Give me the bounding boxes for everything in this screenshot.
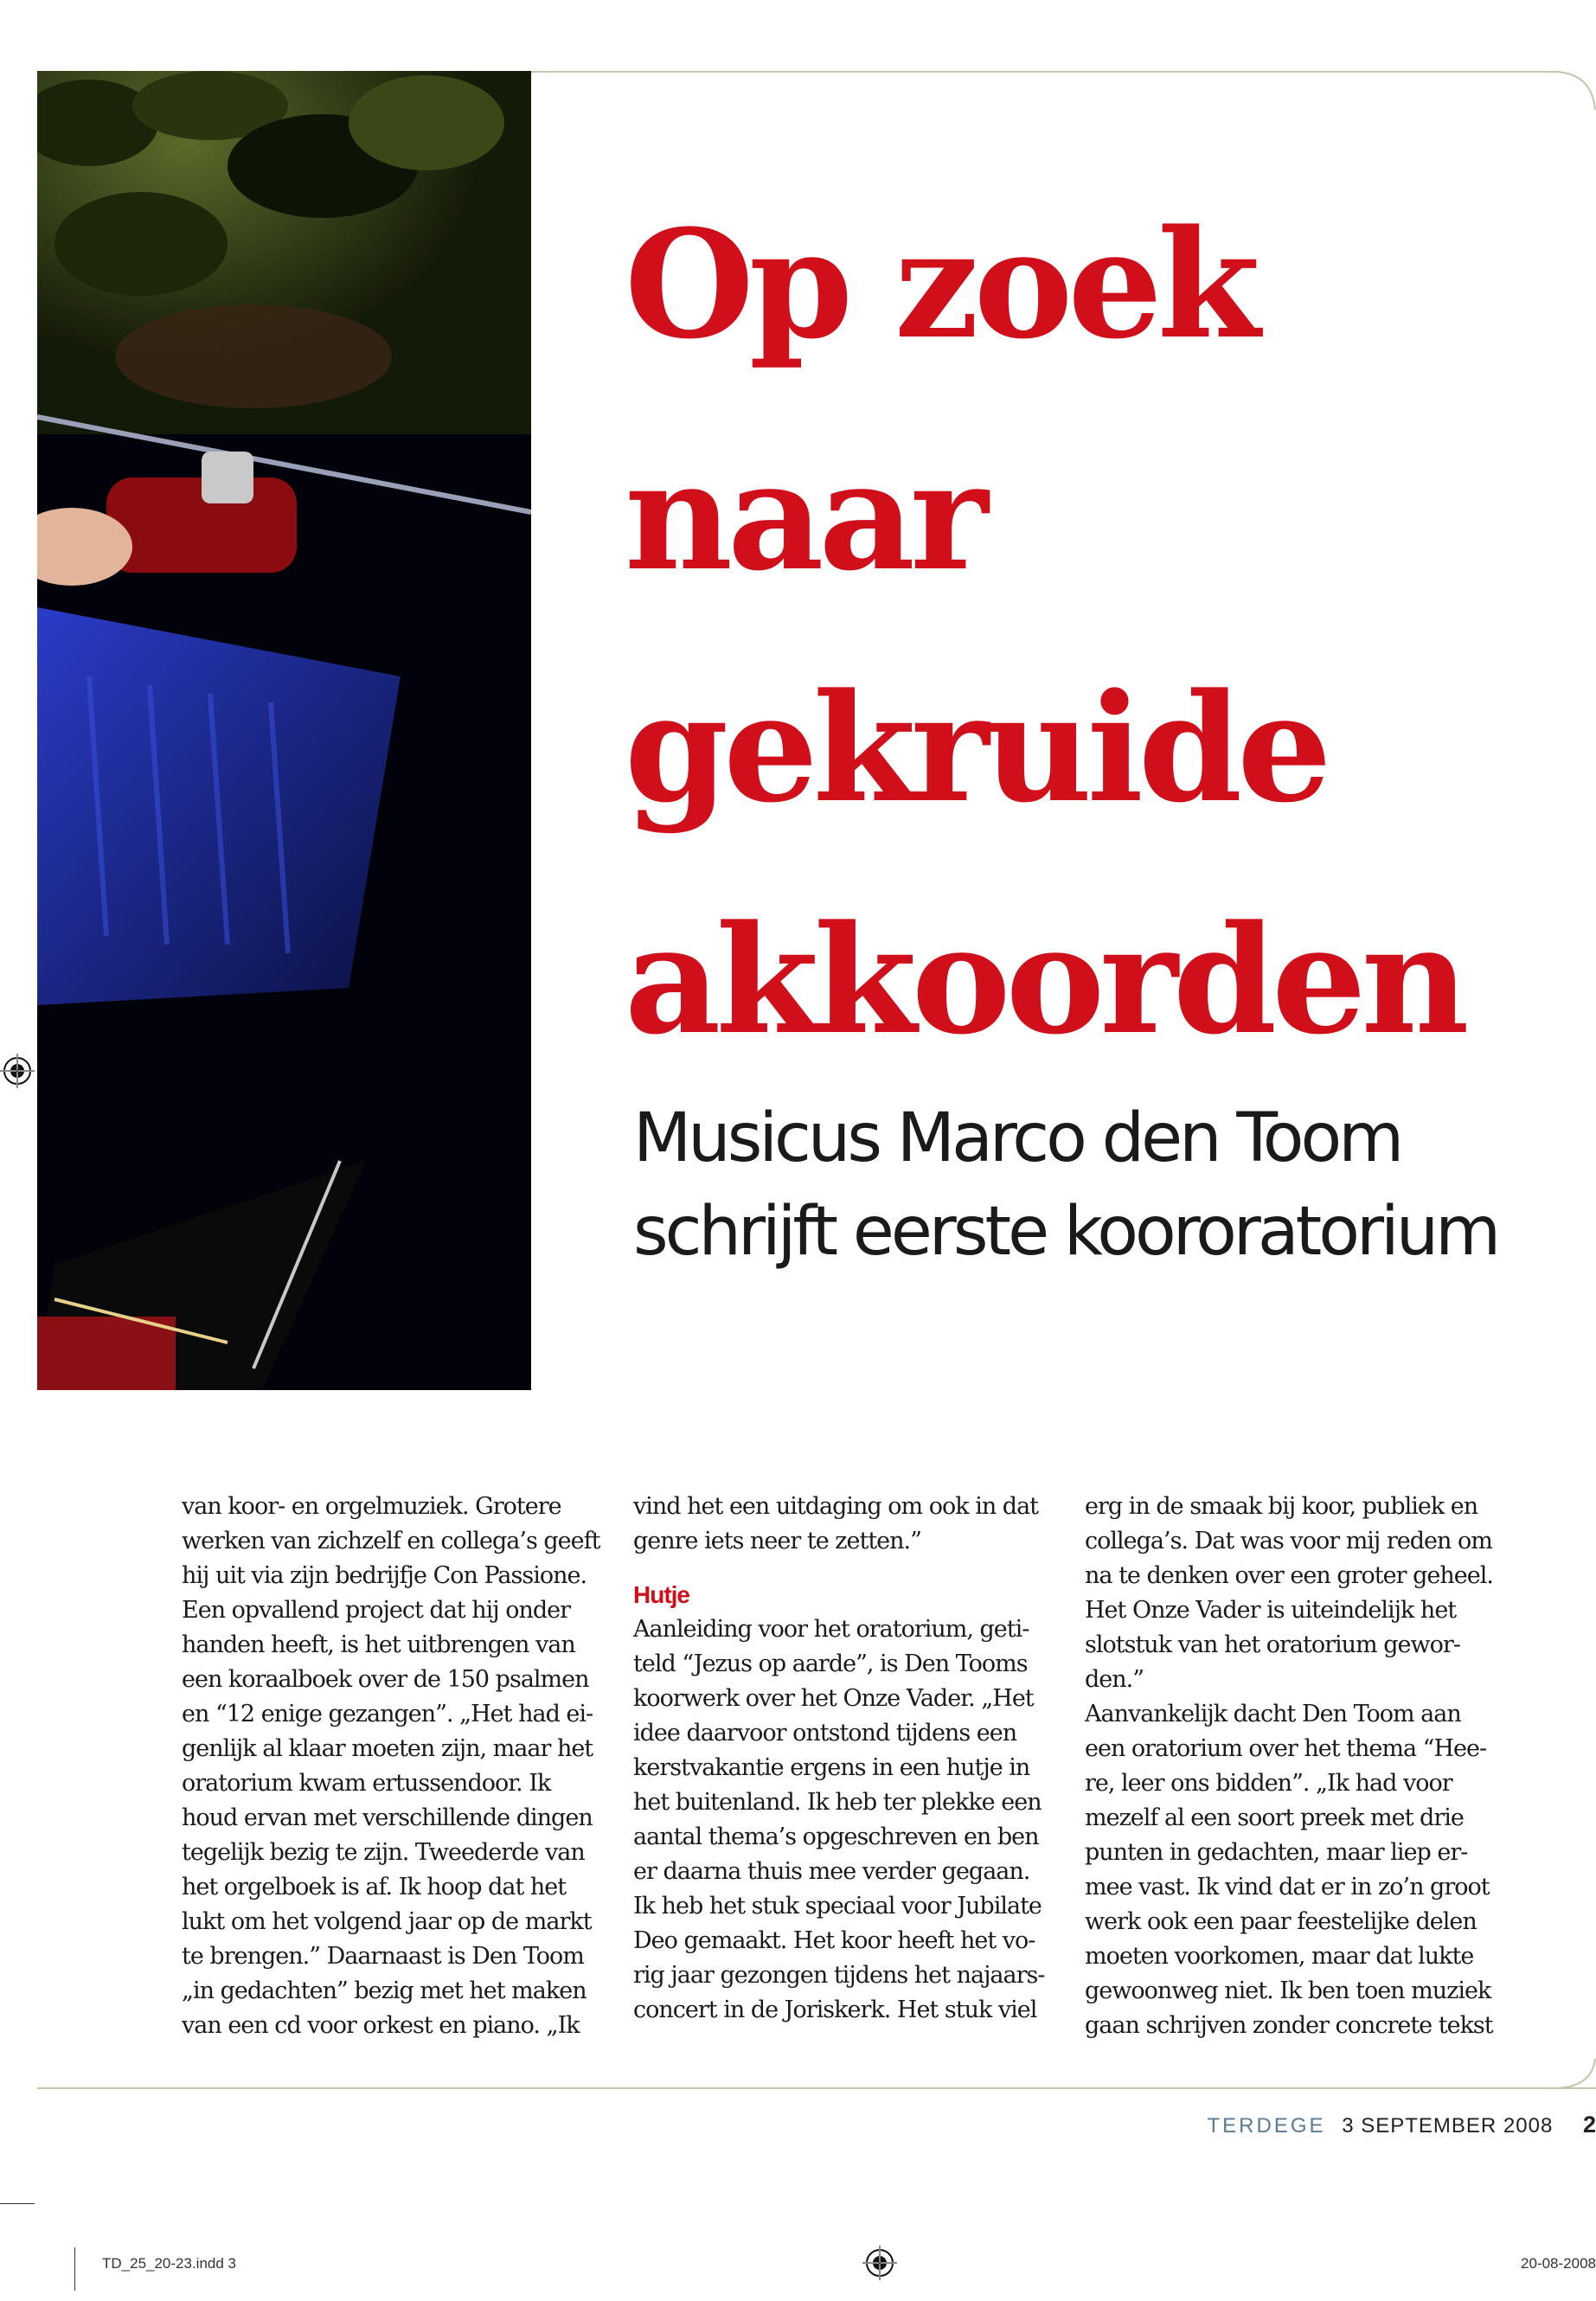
body-paragraph: Aanleiding voor het oratorium, geti- teld “Jezus op aarde”, is Den Tooms koorwerk over het Onze Vader. „Het idee daarvoor ontstond tijdens een kerstvakantie ergens in een hutje in het buitenland. Ik heb ter plekke een aantal thema’s opgeschreven en ben er daarna thuis mee verder gegaan. Ik heb het stuk speciaal voor Jubilate Deo gemaakt. Het koor heeft het vo- rig jaar gezongen tijdens het najaars- concert in de Joriskerk. Het stuk viel (633, 1616, 1045, 2023)
article-photo (37, 71, 531, 1390)
organist-photo-illustration (37, 71, 531, 1390)
frame-top-line (531, 71, 1561, 73)
section-heading: Hutje (633, 1581, 689, 1608)
subtitle-line: schrijft eerste koororatorium (633, 1193, 1498, 1271)
frame-corner (1553, 71, 1596, 114)
footer-rule (37, 2087, 1596, 2089)
registration-mark-bottom (862, 2246, 897, 2280)
body-column-1 (182, 1490, 610, 2043)
body-column-3 (1085, 1490, 1513, 2043)
issue-date: 3 SEPTEMBER 2008 (1342, 2114, 1554, 2138)
headline-line: naar (625, 428, 984, 604)
headline-line: Op zoek (625, 196, 1255, 372)
slug-filename: TD_25_20-23.indd 3 (102, 2255, 237, 2272)
body-paragraph: vind het een uitdaging om ook in dat genre iets neer te zetten.” (633, 1493, 1039, 1554)
headline (625, 169, 1490, 1096)
folio (1208, 2112, 1596, 2138)
subtitle (633, 1092, 1585, 1279)
crop-mark (74, 2247, 75, 2291)
headline-line: gekruide (625, 660, 1327, 836)
magazine-name: TERDEGE (1207, 2114, 1326, 2138)
crop-mark (0, 2203, 35, 2204)
body-paragraph: Aanvankelijk dacht Den Toom aan een oratorium over het thema “Hee- re, leer ons bidden”. „Ik had voor mezelf al een soort preek met drie punten in gedachten, maar liep er- mee vast. Ik vind dat er in zo’n groot werk ook een paar feestelijke delen moeten voorkomen, maar dat lukte gewoonweg niet. Ik ben toen muziek gaan schrijven zonder concrete tekst (1085, 1701, 1493, 2039)
page-number: 2 (1582, 2112, 1596, 2138)
registration-mark-left (0, 1054, 35, 1088)
body-paragraph: van koor- en orgelmuziek. Grotere werken van zichzelf en collega’s geeft hij uit via zijn bedrijfje Con Passione. Een opvallend project dat hij onder handen heeft, is het uitbrengen van een koraalboek over de 150 psalmen en “12 enige gezangen”. „Het had ei- genlijk al klaar moeten zijn, maar het oratorium kwam ertussendoor. Ik houd ervan met verschillende dingen tegelijk bezig te zijn. Tweederde van het orgelboek is af. Ik hoop dat het lukt om het volgend jaar op de markt te brengen.” Daarnaast is Den Toom „in gedachten” bezig met het maken van een cd voor orkest en piano. „Ik (182, 1493, 600, 2039)
slug-date: 20-08-2008 (1521, 2255, 1596, 2272)
headline-line: akkoorden (625, 892, 1465, 1067)
body-paragraph: erg in de smaak bij koor, publiek en collega’s. Dat was voor mij reden om na te denken over een groter geheel. Het Onze Vader is uiteindelijk het slotstuk van het oratorium gewor- den.” (1085, 1493, 1493, 1693)
footer-rule-corner (1553, 2059, 1596, 2090)
body-column-2 (633, 1490, 1061, 2028)
subtitle-line: Musicus Marco den Toom (633, 1099, 1401, 1177)
